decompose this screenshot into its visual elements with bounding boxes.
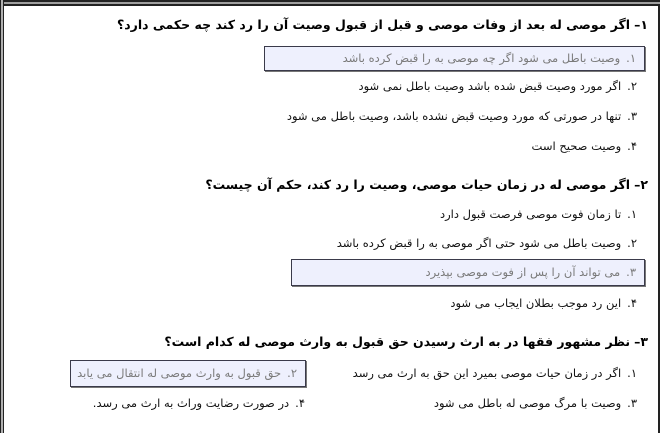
option-number: ۱. [627,366,637,380]
option-number: ۳. [626,265,636,279]
question-3-title [164,334,648,349]
question-2-option-2[interactable] [337,236,637,250]
option-number: ۴. [295,396,305,410]
question-3-text: نظر مشهور فقها در به ارث رسیدن حق قبول به وارث موصی له کدام است؟ [164,334,631,349]
option-number: ۲. [627,79,637,93]
option-number: ۲. [287,366,297,380]
question-2-text: اگر موصی له در زمان حیات موصی، وصیت را رد کند، حکم آن چیست؟ [205,177,631,192]
option-text: در صورت رضایت وراث به ارث می رسد. [92,396,290,410]
option-number: ۱. [626,51,636,65]
option-text: حق قبول به وارث موصی له انتقال می یابد [77,366,282,380]
question-2-title [205,177,648,192]
question-3-option-1[interactable] [353,366,637,380]
option-number: ۴. [627,139,637,153]
option-number: ۳. [627,109,637,123]
question-3-number: ۳– [634,334,648,349]
question-1-title [117,17,648,32]
option-number: ۴. [627,296,637,310]
option-text: وصیت باطل می شود حتی اگر موصی به را قبض کرده باشد [336,236,622,250]
option-number: ۳. [627,396,637,410]
option-number: ۱. [627,207,637,221]
option-text: وصیت صحیح است [531,139,622,153]
question-2-number: ۲– [634,177,648,192]
question-1-option-1[interactable] [264,46,645,71]
question-3-option-3[interactable] [434,396,637,410]
question-1-number: ۱– [634,17,648,32]
question-1-option-4[interactable] [532,139,637,153]
question-3-option-2[interactable] [70,360,306,387]
option-text: وصیت با مرگ موصی له باطل می شود [433,396,622,410]
question-2-option-4[interactable] [450,296,637,310]
option-text: تنها در صورتی که مورد وصیت قبض نشده باشد، وصیت باطل می شود [286,109,622,123]
question-1-option-2[interactable] [358,79,637,93]
question-3-option-4[interactable] [93,396,305,410]
question-1-option-3[interactable] [287,109,637,123]
option-text: وصیت باطل می شود اگر چه موصی به را قبض کرده باشد [342,51,621,65]
option-text: این رد موجب بطلان ایجاب می شود [450,296,622,310]
option-text: می تواند آن را پس از فوت موصی بپذیرد [425,265,621,279]
option-number: ۲. [627,236,637,250]
question-1-text: اگر موصی له بعد از وفات موصی و قبل از قبول وصیت آن را رد کند چه حکمی دارد؟ [116,17,631,32]
question-2-option-3[interactable] [291,259,645,286]
option-text: اگر در زمان حیات موصی بمیرد این حق به ارث می رسد [352,366,622,380]
question-2-option-1[interactable] [440,207,637,221]
option-text: اگر مورد وصیت قبض شده باشد وصیت باطل نمی شود [358,79,622,93]
option-text: تا زمان فوت موصی فرصت قبول دارد [439,207,622,221]
